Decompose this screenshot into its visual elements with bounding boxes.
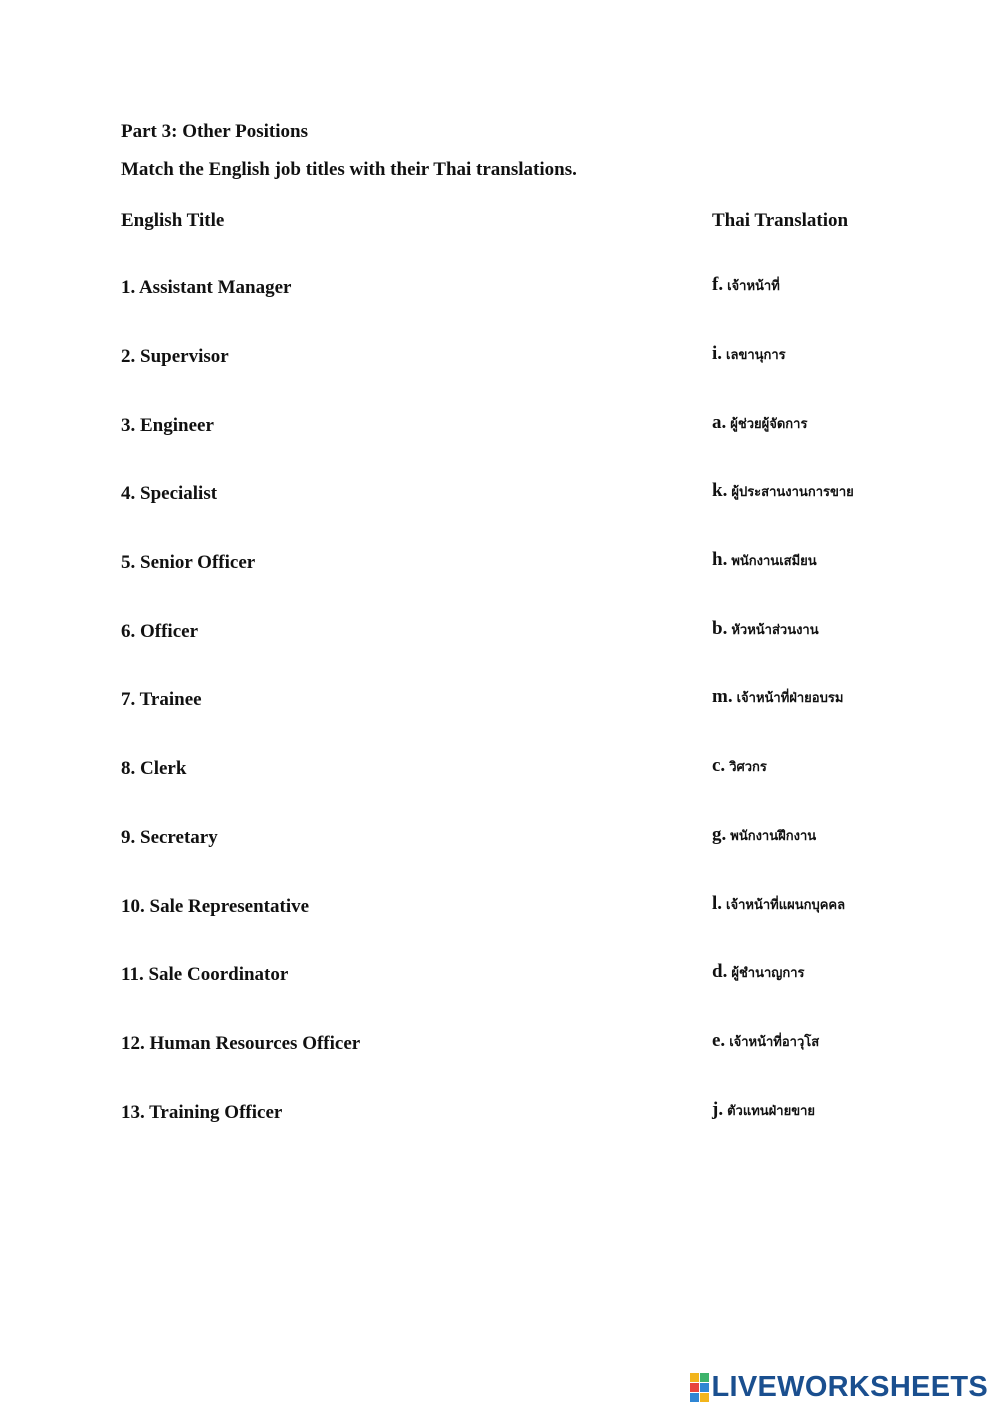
thai-translation — [712, 343, 786, 365]
english-title: 1. Assistant Manager — [121, 277, 292, 298]
thai-text: พนักงานฝึกงาน — [730, 829, 817, 844]
option-letter: g. — [712, 824, 727, 845]
match-row — [0, 480, 1000, 523]
option-letter: l. — [712, 893, 723, 914]
thai-translation — [712, 824, 816, 846]
option-letter: d. — [712, 961, 728, 982]
thai-text: ผู้ประสานงานการขาย — [731, 485, 854, 500]
thai-translation — [712, 618, 819, 640]
thai-text: หัวหน้าส่วนงาน — [731, 623, 819, 638]
match-row — [0, 824, 1000, 867]
thai-text: ตัวแทนฝ่ายขาย — [727, 1104, 815, 1119]
match-row — [0, 618, 1000, 661]
english-title: 10. Sale Representative — [121, 896, 310, 917]
thai-text: เจ้าหน้าที่ฝ่ายอบรม — [736, 691, 844, 706]
english-title: 13. Training Officer — [121, 1102, 283, 1123]
match-row — [0, 549, 1000, 592]
option-letter: k. — [712, 480, 728, 501]
thai-text: เจ้าหน้าที่แผนกบุคคล — [726, 898, 846, 913]
match-row — [0, 1099, 1000, 1142]
english-title: 8. Clerk — [121, 758, 187, 779]
thai-translation — [712, 549, 817, 571]
thai-text: ผู้ช่วยผู้จัดการ — [730, 417, 808, 432]
liveworksheets-logo[interactable] — [690, 1370, 989, 1404]
english-title: 6. Officer — [121, 621, 199, 642]
thai-translation — [712, 1099, 815, 1121]
english-title: 12. Human Resources Officer — [121, 1033, 361, 1054]
thai-text: เลขานุการ — [726, 348, 786, 363]
option-letter: m. — [712, 686, 733, 707]
thai-text: เจ้าหน้าที่อาวุโส — [729, 1035, 820, 1050]
match-row — [0, 1030, 1000, 1073]
thai-translation — [712, 1030, 819, 1052]
english-title: 11. Sale Coordinator — [121, 964, 289, 985]
match-row — [0, 274, 1000, 317]
thai-text: ผู้ชำนาญการ — [731, 966, 805, 981]
match-row — [0, 686, 1000, 729]
match-row — [0, 961, 1000, 1004]
option-letter: h. — [712, 549, 728, 570]
option-letter: i. — [712, 343, 723, 364]
column-header-thai: Thai Translation — [712, 210, 849, 231]
english-title: 4. Specialist — [121, 483, 218, 504]
english-title: 2. Supervisor — [121, 346, 229, 367]
english-title: 5. Senior Officer — [121, 552, 256, 573]
match-row — [0, 893, 1000, 936]
thai-translation — [712, 893, 845, 915]
thai-text: วิศวกร — [729, 760, 767, 775]
option-letter: j. — [712, 1099, 724, 1120]
match-row — [0, 412, 1000, 455]
match-row — [0, 343, 1000, 386]
thai-text: พนักงานเสมียน — [731, 554, 817, 569]
thai-translation — [712, 755, 767, 777]
match-row — [0, 755, 1000, 798]
liveworksheets-logo-icon — [690, 1373, 709, 1402]
column-header-english: English Title — [121, 210, 225, 231]
english-title: 9. Secretary — [121, 827, 218, 848]
brand-name: LIVEWORKSHEETS — [711, 1370, 988, 1403]
option-letter: f. — [712, 274, 724, 295]
option-letter: c. — [712, 755, 726, 776]
thai-translation — [712, 961, 805, 983]
thai-translation — [712, 412, 807, 434]
thai-translation — [712, 274, 780, 296]
english-title: 3. Engineer — [121, 415, 214, 436]
option-letter: b. — [712, 618, 728, 639]
option-letter: e. — [712, 1030, 726, 1051]
english-title: 7. Trainee — [121, 689, 202, 710]
part-title: Part 3: Other Positions — [121, 121, 308, 142]
thai-translation — [712, 480, 854, 502]
instructions: Match the English job titles with their Thai translations. — [121, 159, 577, 180]
thai-text: เจ้าหน้าที่ — [727, 279, 780, 294]
option-letter: a. — [712, 412, 727, 433]
thai-translation — [712, 686, 843, 708]
